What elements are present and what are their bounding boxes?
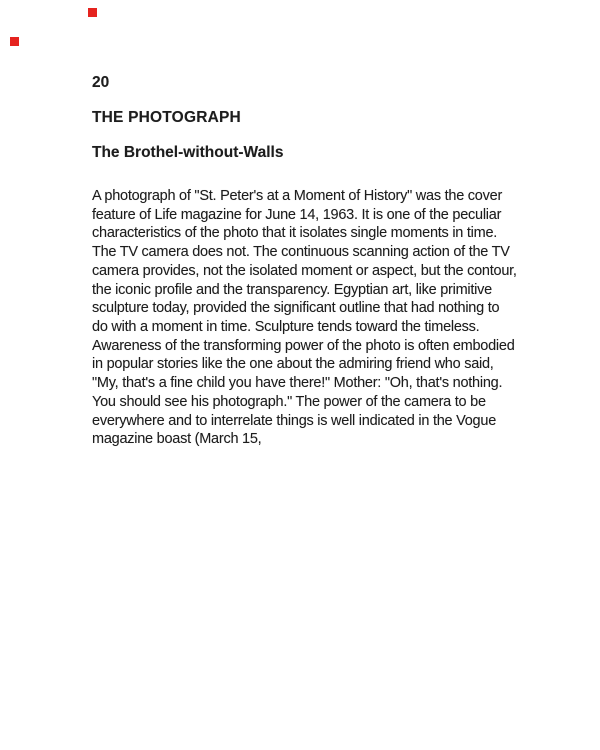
paragraph-line: characteristics of the photo that it isolates single moments in time.: [92, 225, 498, 242]
paragraph-line: Awareness of the transforming power of the photo is often embodied: [92, 337, 515, 354]
paragraph-line: do with a moment in time. Sculpture tends toward the timeless.: [92, 319, 480, 336]
paragraph-line: in popular stories like the one about the admiring friend who said,: [92, 356, 494, 373]
red-marker-2: [10, 37, 19, 46]
red-marker-1: [88, 8, 97, 17]
paragraph-line: feature of Life magazine for June 14, 1963. It is one of the peculiar: [92, 206, 502, 223]
page-number: 20: [92, 74, 110, 91]
paragraph-line: The TV camera does not. The continuous scanning action of the TV: [92, 244, 510, 261]
section-heading: The Brothel-without-Walls: [92, 144, 284, 161]
paragraph-line: magazine boast (March 15,: [92, 431, 262, 448]
paragraph-line: sculpture today, provided the significant outline that had nothing to: [92, 300, 500, 317]
paragraph-line: everywhere and to interrelate things is well indicated in the Vogue: [92, 412, 497, 429]
paragraph-line: the iconic profile and the transparency. Egyptian art, like primitive: [92, 281, 492, 298]
chapter-heading: THE PHOTOGRAPH: [92, 109, 241, 126]
paragraph-line: "My, that's a fine child you have there!" Mother: "Oh, that's nothing.: [92, 375, 503, 392]
body-paragraph: [92, 187, 532, 449]
paragraph-line: camera provides, not the isolated moment or aspect, but the contour,: [92, 262, 517, 279]
paragraph-line: A photograph of "St. Peter's at a Moment of History" was the cover: [92, 188, 503, 204]
paragraph-line: You should see his photograph." The power of the camera to be: [92, 393, 486, 410]
